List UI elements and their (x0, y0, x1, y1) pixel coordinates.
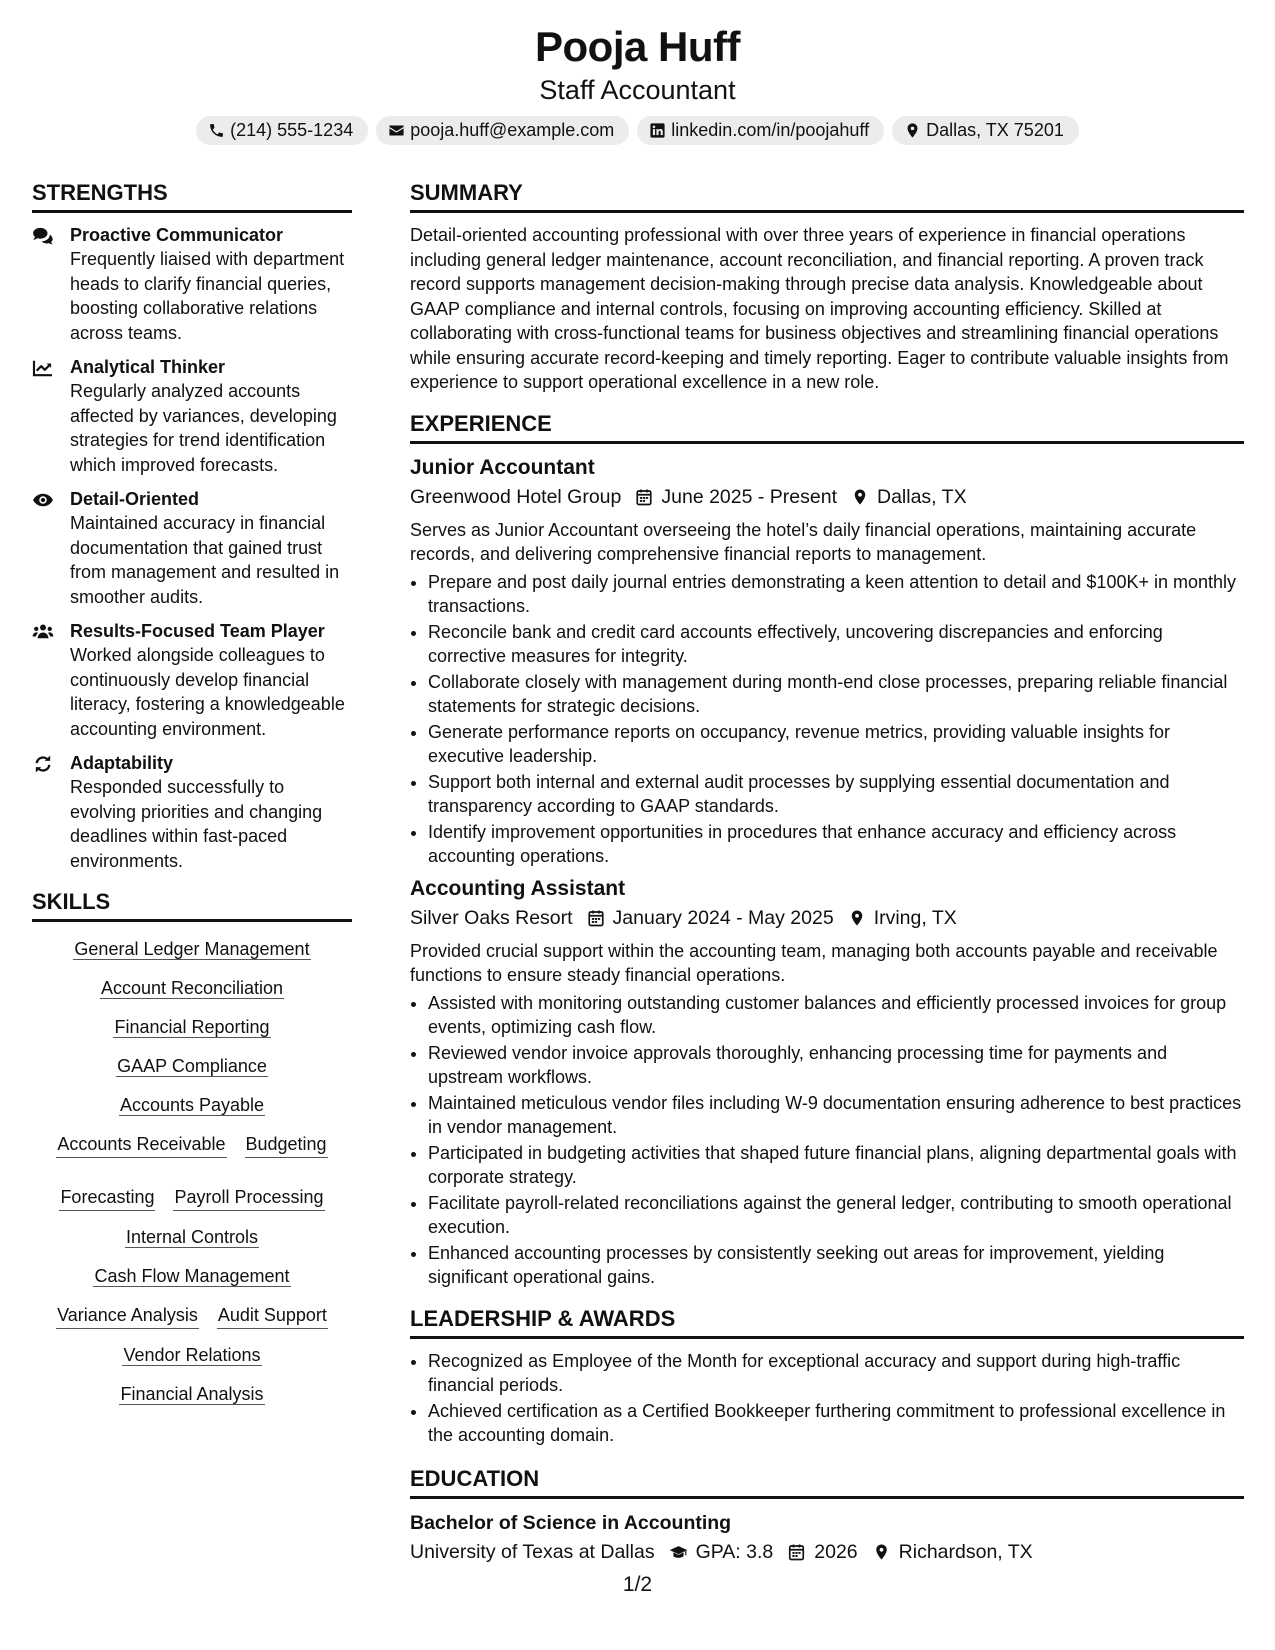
contact-linkedin-text: linkedin.com/in/poojahuff (671, 120, 870, 140)
skill-tag: Financial Analysis (120, 1384, 264, 1404)
bullet-item: • Maintained meticulous vendor files including W-9 documentation ensuring adherence to best practices in vendor management. (428, 1091, 1244, 1140)
strength-item (32, 487, 352, 609)
strength-item (32, 751, 352, 873)
resume-header (0, 0, 1275, 145)
leadership-heading: LEADERSHIP & AWARDS (410, 1304, 1244, 1339)
skill-tag: Internal Controls (125, 1227, 259, 1247)
skill-tag: Audit Support (217, 1302, 328, 1329)
strength-item (32, 355, 352, 477)
strength-item (32, 223, 352, 345)
skill-tag: Forecasting (59, 1184, 155, 1211)
bullet-item: • Identify improvement opportunities in procedures that enhance accuracy and efficiency across accounting operations. (428, 820, 1244, 869)
envelope-icon (388, 122, 405, 139)
job-title: Junior Accountant (410, 455, 595, 479)
location-pin-icon (848, 909, 866, 927)
bullet-item: • Facilitate payroll-related reconciliations against the general ledger, contributing to smooth operational execution. (428, 1191, 1244, 1240)
users-icon (32, 623, 54, 641)
skill-tag: Budgeting (245, 1131, 328, 1158)
left-column (32, 178, 352, 1407)
calendar-icon (587, 909, 605, 927)
right-column (410, 178, 1244, 1567)
bullet-item: • Participated in budgeting activities that shaped future financial plans, aligning departmental goals with corporate strategy. (428, 1141, 1244, 1190)
bullet-item: • Recognized as Employee of the Month for exceptional accuracy and support during high-traffic financial periods. (428, 1349, 1244, 1398)
education-meta (410, 1537, 1244, 1567)
summary-text: Detail-oriented accounting professional with over three years of experience in financial operations including general ledger maintenance, account reconciliation, and financial reporting. A proven track record supports management decision-making through precise data analysis. Knowledgeable about GAAP compliance and internal controls, focusing on improving accounting efficiency. Skilled at collaborating with cross-functional teams for business objectives and streamlining financial operations while ensuring accurate record-keeping and timely reporting. Eager to contribute valuable insights from experience to support operational excellence in a new role. (410, 225, 1229, 392)
strengths-heading: STRENGTHS (32, 178, 352, 213)
skill-tag: Accounts Payable (119, 1095, 265, 1115)
contact-email-text: pooja.huff@example.com (410, 120, 615, 140)
location-pin-icon (872, 1543, 891, 1561)
strength-title: Results-Focused Team Player (70, 621, 325, 641)
skills-list (32, 932, 352, 1407)
chart-line-icon (32, 359, 54, 377)
job-location: Irving, TX (873, 906, 957, 929)
sync-icon (32, 755, 54, 773)
summary-heading: SUMMARY (410, 178, 1244, 213)
strength-desc: Responded successfully to evolving priorities and changing deadlines within fast-paced environments. (70, 777, 323, 871)
job-company: Silver Oaks Resort (410, 906, 573, 929)
job-entry (410, 454, 1244, 869)
linkedin-icon (649, 122, 666, 139)
skill-tag: Variance Analysis (56, 1302, 199, 1329)
strength-title: Detail-Oriented (70, 489, 200, 509)
bullet-item: • Reviewed vendor invoice approvals thoroughly, enhancing processing time for payments and upstream workflows. (428, 1041, 1244, 1090)
job-entry (410, 875, 1244, 1290)
skill-tag: Account Reconciliation (100, 978, 284, 998)
contact-bar (0, 116, 1275, 145)
bullet-item: • Enhanced accounting processes by consistently seeking out areas for improvement, yielding significant operational gains. (428, 1241, 1244, 1290)
candidate-title: Staff Accountant (539, 75, 736, 105)
calendar-icon (787, 1543, 806, 1561)
job-dates: June 2025 - Present (661, 485, 837, 508)
contact-location (892, 116, 1079, 145)
page-number: 1/2 (622, 1573, 653, 1596)
contact-phone-text: (214) 555-1234 (230, 120, 354, 140)
contact-location-text: Dallas, TX 75201 (926, 120, 1064, 140)
job-meta (410, 903, 1244, 933)
education-heading: EDUCATION (410, 1464, 1244, 1499)
strength-desc: Maintained accuracy in financial documentation that gained trust from management and resulted in smoother audits. (70, 513, 340, 607)
location-pin-icon (904, 122, 921, 139)
bullet-item: • Prepare and post daily journal entries demonstrating a keen attention to detail and $100K+ in monthly transactions. (428, 570, 1244, 619)
skill-tag: Cash Flow Management (94, 1266, 290, 1286)
job-bullets (410, 570, 1244, 869)
bullet-item: • Collaborate closely with management during month-end close processes, preparing reliable financial statements for strategic decisions. (428, 670, 1244, 719)
strength-title: Adaptability (70, 753, 174, 773)
comments-icon (32, 227, 54, 245)
contact-phone[interactable] (196, 116, 368, 145)
graduation-year: 2026 (814, 1540, 858, 1563)
skill-tag: General Ledger Management (74, 939, 310, 959)
skill-tag: Financial Reporting (114, 1017, 270, 1037)
job-meta (410, 482, 1244, 512)
strength-title: Analytical Thinker (70, 357, 226, 377)
skill-tag: Accounts Receivable (56, 1131, 226, 1158)
bullet-item: • Support both internal and external audit processes by supplying essential documentation and transparency according to GAAP standards. (428, 770, 1244, 819)
phone-icon (208, 122, 225, 139)
candidate-name: Pooja Huff (535, 23, 740, 70)
graduation-cap-icon (669, 1543, 688, 1561)
strength-item (32, 619, 352, 741)
skill-tag: GAAP Compliance (117, 1056, 267, 1076)
gpa: GPA: 3.8 (695, 1540, 774, 1563)
strength-desc: Regularly analyzed accounts affected by variances, developing strategies for trend identification which improved forecasts. (70, 381, 337, 475)
bullet-item: • Assisted with monitoring outstanding customer balances and efficiently processed invoices for group events, optimizing cash flow. (428, 991, 1244, 1040)
calendar-icon (635, 488, 653, 506)
eye-icon (32, 491, 54, 509)
bullet-item: • Reconcile bank and credit card accounts effectively, uncovering discrepancies and enforcing corrective measures for integrity. (428, 620, 1244, 669)
strength-desc: Worked alongside colleagues to continuously develop financial literacy, fostering a knowledgeable accounting environment. (70, 645, 345, 739)
bullet-item: • Achieved certification as a Certified Bookkeeper furthering commitment to professional excellence in the accounting domain. (428, 1399, 1244, 1448)
degree-title: Bachelor of Science in Accounting (410, 1511, 732, 1534)
strength-title: Proactive Communicator (70, 225, 284, 245)
location-pin-icon (851, 488, 869, 506)
experience-heading: EXPERIENCE (410, 409, 1244, 444)
job-bullets (410, 991, 1244, 1290)
strength-desc: Frequently liaised with department heads to clarify financial queries, boosting collaborative relations across teams. (70, 249, 345, 343)
job-company: Greenwood Hotel Group (410, 485, 622, 508)
contact-linkedin[interactable] (637, 116, 884, 145)
bullet-item: • Generate performance reports on occupancy, revenue metrics, providing valuable insights for executive leadership. (428, 720, 1244, 769)
job-description: Serves as Junior Accountant overseeing the hotel’s daily financial operations, maintaining accurate records, and delivering comprehensive financial reports to management. (410, 519, 1197, 564)
skill-tag: Payroll Processing (173, 1184, 324, 1211)
skill-tag: Vendor Relations (123, 1345, 261, 1365)
job-location: Dallas, TX (877, 485, 967, 508)
leadership-bullets (410, 1349, 1244, 1448)
school-location: Richardson, TX (898, 1540, 1033, 1563)
job-title: Accounting Assistant (410, 876, 626, 900)
contact-email[interactable] (376, 116, 629, 145)
job-dates: January 2024 - May 2025 (612, 906, 834, 929)
school-name: University of Texas at Dallas (410, 1540, 655, 1563)
skills-heading: SKILLS (32, 887, 352, 922)
job-description: Provided crucial support within the accounting team, managing both accounts payable and receivable functions to ensure steady financial operations. (410, 940, 1218, 985)
